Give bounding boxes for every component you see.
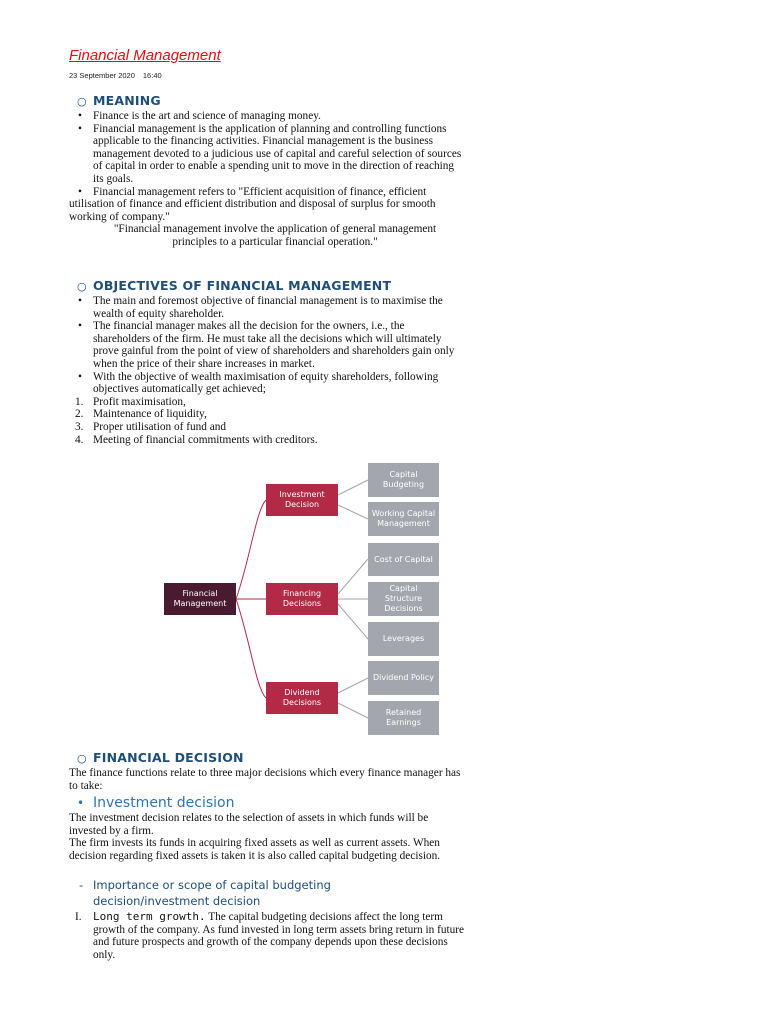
dash-bullet-icon: - bbox=[79, 878, 84, 892]
list-text: Proper utilisation of fund and bbox=[93, 420, 227, 433]
bullet-icon: • bbox=[77, 796, 85, 810]
investment-paragraph-1: The investment decision relates to the selection of assets in which funds will be invested by a firm. bbox=[69, 812, 429, 837]
connector-financing-cost bbox=[338, 559, 368, 594]
list-number: 3. bbox=[75, 420, 84, 433]
list-item bbox=[69, 408, 463, 421]
financial-decision-heading bbox=[77, 750, 244, 765]
importance-heading bbox=[77, 877, 377, 909]
connector-investment-budgeting bbox=[338, 480, 368, 495]
node-dividend-policy: Dividend Policy bbox=[368, 661, 439, 695]
node-financing-decisions: Financing Decisions bbox=[266, 583, 338, 615]
circle-bullet-icon: ○ bbox=[77, 280, 87, 293]
list-number: 1. bbox=[75, 395, 84, 408]
financial-decision-intro: The finance functions relate to three major decisions which every finance manager has to take: bbox=[69, 767, 461, 792]
list-item bbox=[69, 396, 463, 409]
meaning-body bbox=[69, 110, 463, 249]
investment-decision-heading-text: Investment decision bbox=[93, 795, 235, 811]
objectives-numbered-list bbox=[69, 396, 463, 446]
meaning-continuation: utilisation of finance and efficient distribution and disposal of surplus for smooth working of company." bbox=[69, 198, 436, 223]
point-lead: Long term growth. bbox=[93, 910, 206, 923]
connector-investment-working bbox=[338, 505, 368, 519]
list-item: • With the objective of wealth maximisation of equity shareholders, following objectives automatically get achieved; bbox=[69, 371, 463, 396]
node-retained-earnings: Retained Earnings bbox=[368, 701, 439, 735]
investment-decision-body bbox=[69, 812, 463, 862]
node-dividend-decisions: Dividend Decisions bbox=[266, 682, 338, 714]
circle-bullet-icon: ○ bbox=[77, 752, 87, 765]
circle-bullet-icon: ○ bbox=[77, 95, 87, 108]
list-item: • Financial management refers to "Efficient acquisition of finance, efficient bbox=[69, 186, 463, 199]
investment-decision-heading bbox=[77, 795, 234, 811]
list-item: • Financial management is the application of planning and controlling functions applicable to the financing activities. Financial management is the business management devoted to a judicious use of capital and careful selection of sources of capital in order to enable a spending unit to move in the direction of reaching its goals. bbox=[69, 123, 463, 186]
node-leverages: Leverages bbox=[368, 622, 439, 656]
page-time: 16:40 bbox=[142, 71, 162, 80]
connector-financing-leverages bbox=[338, 604, 368, 639]
objectives-heading bbox=[77, 278, 391, 293]
connector-root-dividend bbox=[236, 599, 266, 698]
list-item: • The main and foremost objective of financial management is to maximise the wealth of equity shareholder. bbox=[69, 295, 463, 320]
long-term-growth-point bbox=[69, 911, 469, 961]
meaning-heading-text: MEANING bbox=[93, 93, 161, 108]
financial-decision-heading-text: FINANCIAL DECISION bbox=[93, 750, 244, 765]
list-text: Maintenance of liquidity, bbox=[93, 408, 207, 421]
point-body: The capital budgeting decisions affect the long term growth of the company. As fund invested in long term assets bring return in future and future prospects and growth of the company depends upon these decisions only. bbox=[93, 911, 465, 961]
importance-heading-text: Importance or scope of capital budgeting decision/investment decision bbox=[93, 878, 331, 908]
node-investment-decision: Investment Decision bbox=[266, 484, 338, 516]
objectives-heading-text: OBJECTIVES OF FINANCIAL MANAGEMENT bbox=[93, 278, 392, 293]
list-item bbox=[69, 434, 463, 447]
list-text: Meeting of financial commitments with creditors. bbox=[93, 433, 318, 446]
list-item: • Finance is the art and science of managing money. bbox=[69, 110, 463, 123]
investment-paragraph-2: The firm invests its funds in acquiring fixed assets as well as current assets. When decision regarding fixed assets is taken it is also called capital budgeting decision. bbox=[69, 837, 441, 862]
point-text bbox=[69, 911, 469, 961]
list-number: 2. bbox=[75, 408, 84, 421]
financial-management-diagram bbox=[160, 460, 450, 740]
list-item: • The financial manager makes all the decision for the owners, i.e., the shareholders of the firm. He must take all the decisions which will ultimately prove gainful from the point of view of shareholders and shareholders gain only when the price of their share increases in market. bbox=[69, 320, 463, 370]
meaning-list bbox=[69, 110, 463, 198]
connector-dividend-policy bbox=[338, 678, 368, 693]
node-cost-of-capital: Cost of Capital bbox=[368, 543, 439, 576]
page-title: Financial Management bbox=[69, 47, 221, 64]
page-datetime bbox=[69, 71, 162, 80]
list-item bbox=[69, 421, 463, 434]
node-capital-budgeting: Capital Budgeting bbox=[368, 463, 439, 497]
list-number: 4. bbox=[75, 433, 84, 446]
list-text: Profit maximisation, bbox=[93, 395, 186, 408]
objectives-body bbox=[69, 295, 463, 446]
node-financial-management: Financial Management bbox=[164, 583, 236, 615]
node-working-capital: Working Capital Management bbox=[368, 502, 439, 536]
page-date: 23 September 2020 bbox=[69, 71, 135, 80]
objectives-list bbox=[69, 295, 463, 396]
connector-root-investment bbox=[236, 500, 266, 599]
connector-dividend-retained bbox=[338, 703, 368, 718]
node-capital-structure: Capital Structure Decisions bbox=[368, 582, 439, 616]
meaning-quote: "Financial management involve the application of general management principles to a particular financial operation." bbox=[113, 223, 437, 248]
roman-numeral: I. bbox=[75, 911, 82, 923]
meaning-heading bbox=[77, 93, 161, 108]
